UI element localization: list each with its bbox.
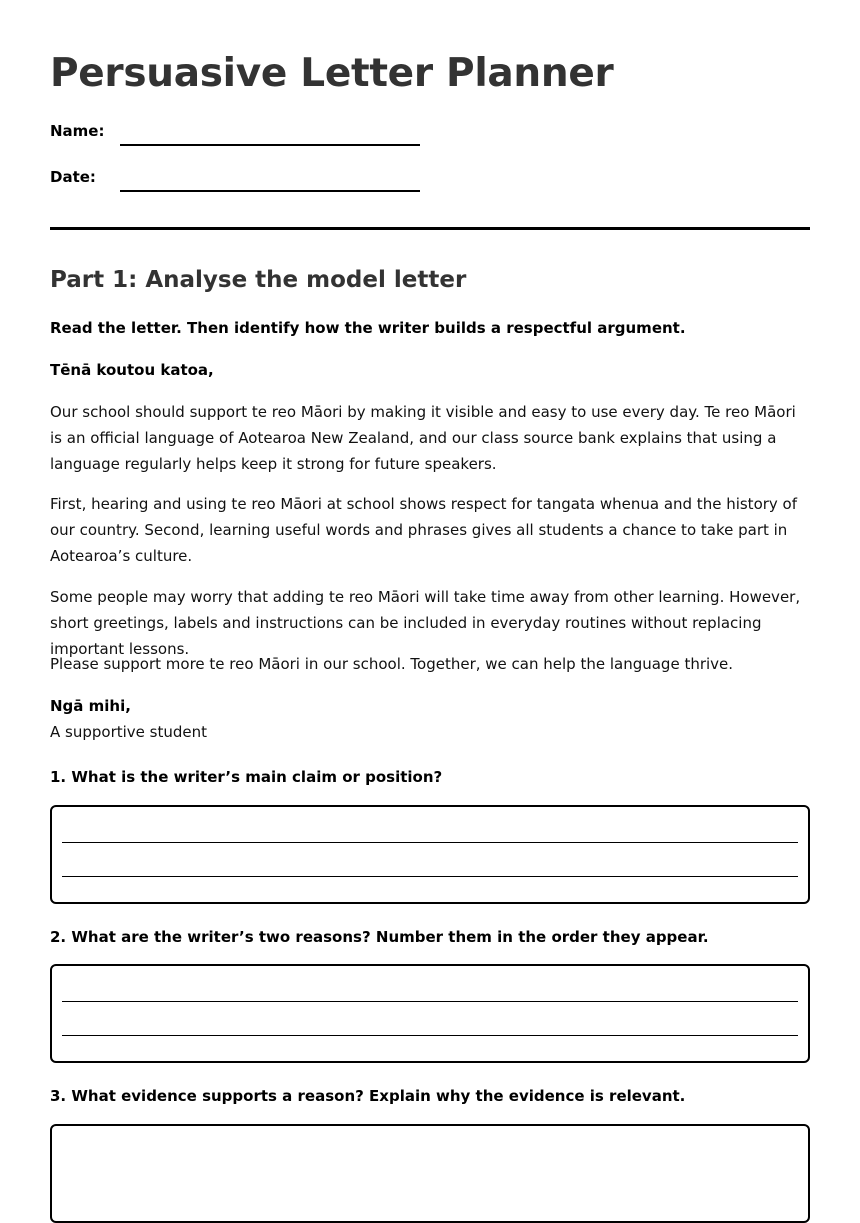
letter-signer: A supportive student: [50, 723, 208, 741]
answer-line: [62, 1035, 798, 1036]
question-2: 2. What are the writer’s two reasons? Number them in the order they appear.: [50, 928, 709, 946]
name-input-line[interactable]: [120, 144, 420, 146]
letter-paragraph-1: Our school should support te reo Māori by making it visible and easy to use every day. Te reo Māori is an official language of Aotearoa New Zealand, and our class source bank explains that using a language regularly helps keep it strong for future speakers.: [50, 403, 796, 473]
question-3: 3. What evidence supports a reason? Explain why the evidence is relevant.: [50, 1087, 686, 1105]
date-field-row: [50, 167, 450, 193]
page-title: Persuasive Letter Planner: [50, 51, 614, 96]
part1-heading: Part 1: Analyse the model letter: [50, 267, 467, 293]
answer-box-3[interactable]: [50, 1124, 810, 1223]
answer-box-2[interactable]: [50, 964, 810, 1063]
answer-line: [62, 1001, 798, 1002]
header-divider: [50, 227, 810, 230]
letter-paragraph-2: First, hearing and using te reo Māori at school shows respect for tangata whenua and the history of our country. Second, learning useful words and phrases gives all students a chance to take part in Aotearoa’s culture.: [50, 495, 798, 565]
letter-salutation: Tēnā koutou katoa,: [50, 361, 214, 379]
letter-paragraph-4: Please support more te reo Māori in our school. Together, we can help the language thrive.: [50, 655, 734, 673]
date-input-line[interactable]: [120, 190, 420, 192]
answer-line: [62, 842, 798, 843]
name-field-row: [50, 121, 450, 147]
name-label: Name:: [50, 122, 105, 140]
part1-instruction: Read the letter. Then identify how the writer builds a respectful argument.: [50, 319, 686, 337]
letter-paragraph-3: Some people may worry that adding te reo Māori will take time away from other learning. However, short greetings, labels and instructions can be included in everyday routines without replacing important lessons.: [50, 588, 801, 658]
letter-signoff: Ngā mihi,: [50, 697, 131, 715]
answer-box-1[interactable]: [50, 805, 810, 904]
date-label: Date:: [50, 168, 96, 186]
question-1: 1. What is the writer’s main claim or position?: [50, 768, 443, 786]
answer-line: [62, 876, 798, 877]
